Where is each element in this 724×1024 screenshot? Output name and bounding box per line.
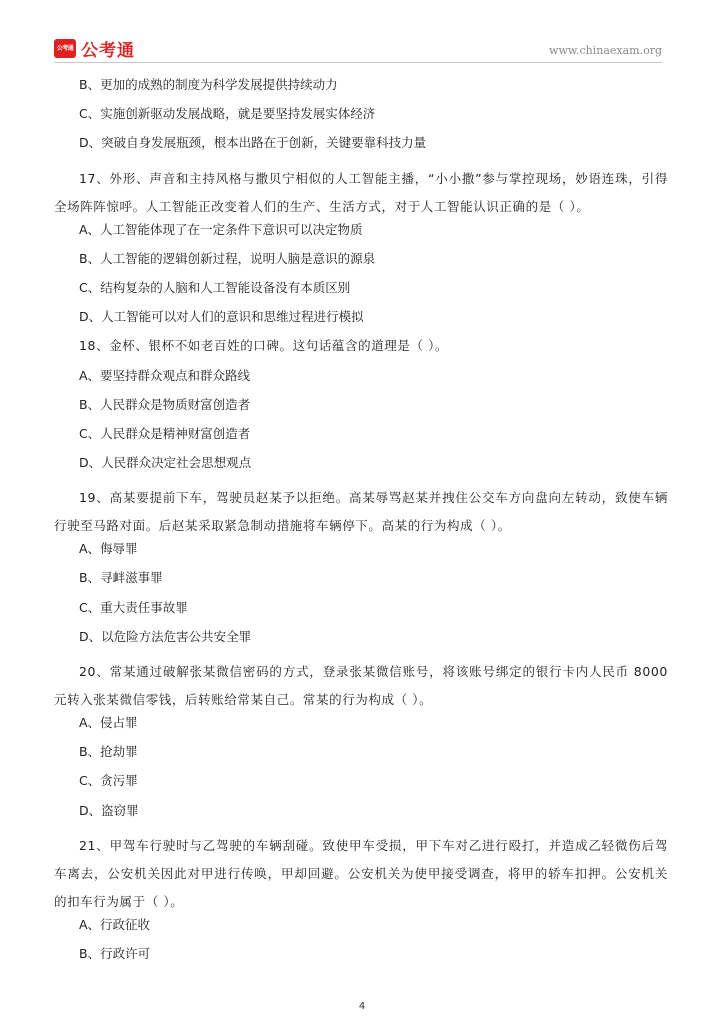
answer-option: B、更加的成熟的制度为科学发展提供持续动力 (79, 77, 338, 92)
logo-badge: 公考通 (54, 39, 76, 58)
question-text: 19、高某要提前下车，驾驶员赵某予以拒绝。高某辱骂赵某并拽住公交车方向盘向左转动，致使车辆行驶至马路对面。后赵某采取紧急制动措施将车辆停下。高某的行为构成（ ）。 (54, 490, 668, 534)
answer-option: A、行政征收 (79, 916, 151, 932)
page-number: 4 (358, 1001, 366, 1012)
answer-option: D、突破自身发展瓶颈，根本出路在于创新，关键要靠科技力量 (79, 135, 427, 151)
answer-option: C、结构复杂的人脑和人工智能设备没有本质区别 (79, 279, 351, 295)
question-text: 17、外形、声音和主持风格与撒贝宁相似的人工智能主播，“小小撒”参与掌控现场，妙语连珠，引得全场阵阵惊呼。人工智能正改变着人们的生产、生活方式，对于人工智能认识正确的是（ ）。 (54, 170, 668, 214)
answer-option: C、贪污罪 (79, 773, 138, 789)
answer-option: D、人民群众决定社会思想观点 (79, 455, 252, 471)
answer-option: D、人工智能可以对人们的意识和思维过程进行模拟 (79, 309, 364, 325)
answer-option: C、重大责任事故罪 (79, 599, 188, 615)
answer-option: A、要坚持群众观点和群众路线 (79, 367, 251, 383)
answer-option: B、抢劫罪 (79, 744, 138, 760)
answer-option: A、侮辱罪 (79, 541, 138, 557)
header-divider (54, 62, 662, 63)
logo (54, 37, 135, 59)
site-url: www.chinaexam.org (549, 44, 662, 57)
answer-option: A、人工智能体现了在一定条件下意识可以决定物质 (79, 221, 363, 237)
question-text: 18、金杯、银杯不如老百姓的口碑。这句话蕴含的道理是（ ）。 (79, 338, 449, 354)
document-body (54, 77, 668, 975)
answer-option: C、人民群众是精神财富创造者 (79, 425, 251, 441)
answer-option: D、以危险方法危害公共安全罪 (79, 628, 252, 644)
answer-option: B、人工智能的逻辑创新过程，说明人脑是意识的源泉 (79, 250, 376, 266)
answer-option: A、侵占罪 (79, 715, 138, 730)
answer-option: B、寻衅滋事罪 (79, 570, 163, 586)
logo-text: 公考通 (81, 40, 135, 61)
answer-option: C、实施创新驱动发展战略，就是要坚持发展实体经济 (79, 106, 376, 122)
question-text: 21、甲驾车行驶时与乙驾驶的车辆刮碰。致使甲车受损，甲下车对乙进行殴打，并造成乙轻微伤后驾车离去，公安机关因此对甲进行传唤，甲却回避。公安机关为使甲接受调查，将甲的轿车扣押。公安机关的扣车行为属于（ ）。 (54, 837, 668, 909)
answer-option: B、行政许可 (79, 945, 151, 961)
question-text: 20、常某通过破解张某微信密码的方式，登录张某微信账号，将该账号绑定的银行卡内人民币 8000 元转入张某微信零钱，后转账给常某自己。常某的行为构成（ ）。 (54, 664, 668, 707)
page-header (54, 34, 662, 62)
answer-option: D、盗窃罪 (79, 802, 139, 818)
answer-option: B、人民群众是物质财富创造者 (79, 396, 251, 412)
